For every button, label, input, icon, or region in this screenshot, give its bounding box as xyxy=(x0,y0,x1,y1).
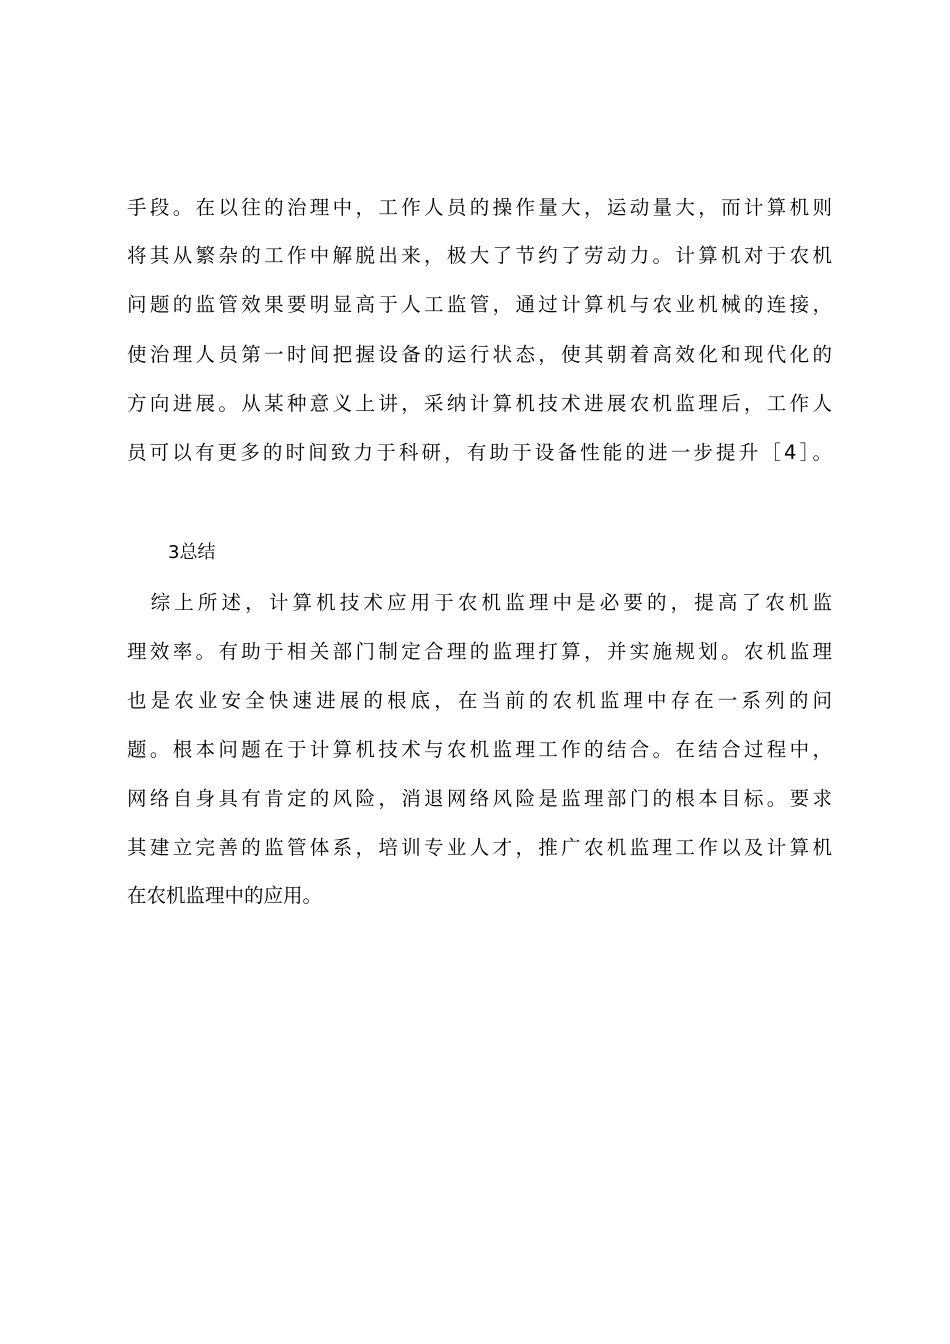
paragraph2-line-7: 在农机监理中的应用。 xyxy=(127,884,323,907)
section-heading: 3总结 xyxy=(168,542,216,563)
paragraph1-line-6: 员可以有更多的时间致力于科研，有助于设备性能的进一步提升［4］。 xyxy=(127,441,832,464)
paragraph1-line-3: 问题的监管效果要明显高于人工监管，通过计算机与农业机械的连接， xyxy=(127,293,832,316)
paragraph2-line-4: 题。根本问题在于计算机技术与农机监理工作的结合。在结合过程中， xyxy=(127,738,832,761)
paragraph1-line-1: 手段。在以往的治理中，工作人员的操作量大，运动量大，而计算机则 xyxy=(127,196,832,219)
paragraph1-line-5: 方向进展。从某种意义上讲，采纳计算机技术进展农机监理后，工作人 xyxy=(127,392,832,415)
paragraph1-line-2: 将其从繁杂的工作中解脱出来，极大了节约了劳动力。计算机对于农机 xyxy=(127,244,832,267)
paragraph2-line-3: 也是农业安全快速进展的根底，在当前的农机监理中存在一系列的问 xyxy=(127,689,832,712)
paragraph2-line-6: 其建立完善的监管体系，培训专业人才，推广农机监理工作以及计算机 xyxy=(127,836,832,859)
paragraph2-line-5: 网络自身具有肯定的风险，消退网络风险是监理部门的根本目标。要求 xyxy=(127,787,832,810)
paragraph2-line-2: 理效率。有助于相关部门制定合理的监理打算，并实施规划。农机监理 xyxy=(127,640,832,663)
paragraph2-line-1: 综上所述，计算机技术应用于农机监理中是必要的，提高了农机监 xyxy=(127,591,832,614)
paragraph1-line-4: 使治理人员第一时间把握设备的运行状态，使其朝着高效化和现代化的 xyxy=(127,343,832,366)
